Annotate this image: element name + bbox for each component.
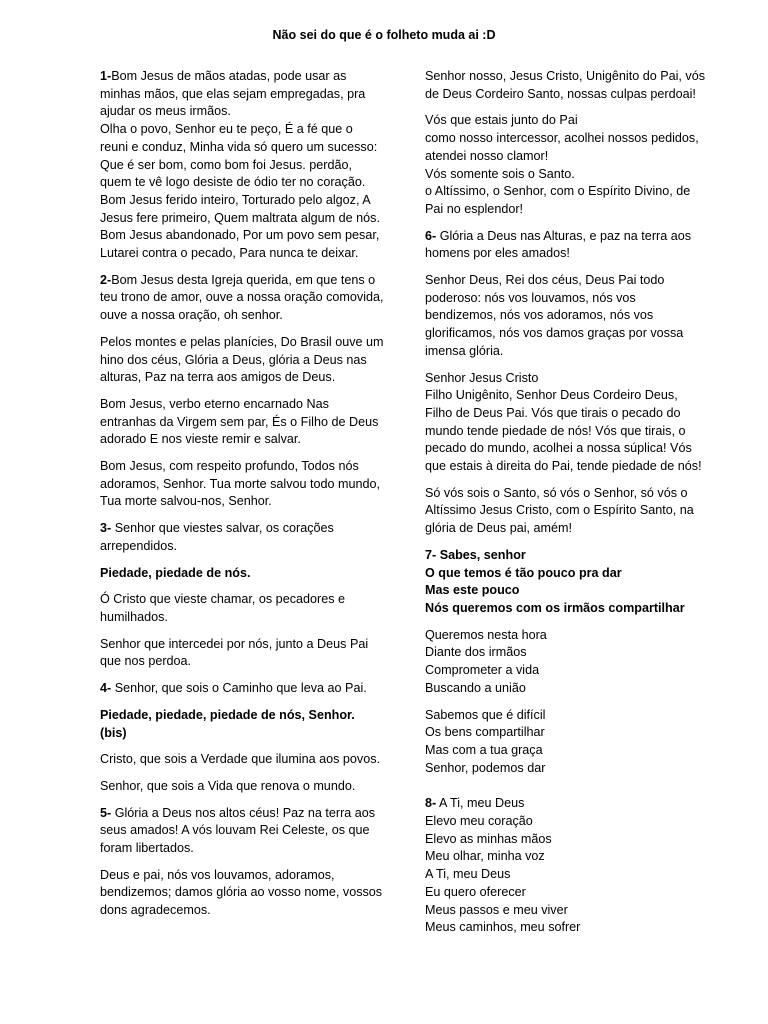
line-text: Senhor nosso, Jesus Cristo, Unigênito do Pai, vós de Deus Cordeiro Santo, nossas culpas perdoai! bbox=[425, 69, 706, 101]
paragraph bbox=[100, 680, 384, 698]
paragraph bbox=[100, 334, 384, 387]
text-line bbox=[100, 680, 384, 698]
text-line bbox=[100, 396, 384, 449]
line-text: A Ti, meu Deus bbox=[436, 796, 525, 811]
paragraph bbox=[100, 867, 384, 920]
line-text: Mas este pouco bbox=[425, 583, 520, 598]
text-line bbox=[425, 228, 707, 263]
text-line bbox=[425, 166, 707, 184]
verse-number: 5- bbox=[100, 805, 112, 820]
text-line bbox=[425, 600, 707, 618]
left-column bbox=[100, 68, 384, 929]
text-line bbox=[100, 121, 384, 192]
paragraph bbox=[100, 565, 384, 583]
text-line bbox=[100, 778, 384, 796]
text-line bbox=[425, 272, 707, 361]
text-line bbox=[100, 707, 384, 742]
line-text: Bom Jesus desta Igreja querida, em que tens o teu trono de amor, ouve a nossa oração comovida, ouve a nossa oração, oh senhor. bbox=[100, 272, 384, 323]
verse-number: 3- bbox=[100, 521, 112, 536]
text-line bbox=[100, 751, 384, 769]
text-line bbox=[425, 644, 707, 662]
paragraph bbox=[100, 707, 384, 742]
line-text: Senhor Deus, Rei dos céus, Deus Pai todo poderoso: nós vos louvamos, nós vos bendizemos, nós vos adoramos, nós vos glorificamos, nós vos damos graças por vossa imensa glória. bbox=[425, 273, 684, 358]
line-text: Elevo as minhas mãos bbox=[425, 831, 552, 846]
text-line bbox=[425, 627, 707, 645]
paragraph bbox=[100, 751, 384, 769]
text-line bbox=[100, 68, 384, 121]
text-line bbox=[100, 192, 384, 227]
text-line bbox=[425, 662, 707, 680]
verse-number: 6- bbox=[425, 228, 437, 243]
text-line bbox=[425, 130, 707, 165]
paragraph bbox=[425, 795, 707, 937]
line-text: Queremos nesta hora bbox=[425, 627, 547, 642]
paragraph bbox=[100, 591, 384, 626]
line-text: Filho Unigênito, Senhor Deus Cordeiro Deus, Filho de Deus Pai. Vós que tirais o pecado do mundo tende piedade de nós! Vós que tirais, o pecado do mundo, acolhei a nossa súplica! Vós que estais à direita do Pai, tende piedade de nós! bbox=[425, 388, 702, 474]
paragraph bbox=[425, 68, 707, 103]
line-text: Comprometer a vida bbox=[425, 663, 540, 678]
line-text: Senhor, podemos dar bbox=[425, 760, 546, 775]
line-text: Nós queremos com os irmãos compartilhar bbox=[425, 600, 685, 615]
paragraph bbox=[100, 458, 384, 511]
text-line bbox=[425, 902, 707, 920]
paragraph bbox=[425, 370, 707, 476]
paragraph bbox=[425, 228, 707, 263]
line-text: Senhor que intercedei por nós, junto a Deus Pai que nos perdoa. bbox=[100, 636, 369, 669]
line-text: Cristo, que sois a Verdade que ilumina aos povos. bbox=[100, 752, 381, 767]
text-line bbox=[425, 183, 707, 218]
verse-number: 8- bbox=[425, 796, 437, 811]
line-text: Sabemos que é difícil bbox=[425, 707, 546, 722]
text-line bbox=[425, 742, 707, 760]
line-text: Bom Jesus ferido inteiro, Torturado pelo algoz, A Jesus fere primeiro, Quem maltrata algum de nós. bbox=[100, 192, 380, 225]
verse-number: 4- bbox=[100, 681, 112, 696]
line-text: O que temos é tão pouco pra dar bbox=[425, 565, 622, 580]
line-text: Meu olhar, minha voz bbox=[425, 849, 545, 864]
verse-number: 1- bbox=[100, 69, 112, 83]
line-text: Mas com a tua graça bbox=[425, 742, 543, 757]
line-text: Vós somente sois o Santo. bbox=[425, 166, 575, 181]
line-text: Deus e pai, nós vos louvamos, adoramos, bendizemos; damos glória ao vosso nome, vossos dons agradecemos. bbox=[100, 867, 383, 918]
text-line bbox=[100, 458, 384, 511]
paragraph bbox=[425, 707, 707, 778]
line-text: Os bens compartilhar bbox=[425, 725, 545, 740]
line-text: Senhor, que sois a Vida que renova o mundo. bbox=[100, 778, 356, 793]
text-line bbox=[425, 707, 707, 725]
line-text: Glória a Deus nas Alturas, e paz na terra aos homens por eles amados! bbox=[425, 228, 692, 261]
text-line bbox=[425, 813, 707, 831]
text-line bbox=[425, 565, 707, 583]
line-text: Buscando a união bbox=[425, 680, 526, 695]
text-line bbox=[425, 760, 707, 778]
line-text: Só vós sois o Santo, só vós o Senhor, só vós o Altíssimo Jesus Cristo, com o Espírito Santo, na glória de Deus pai, amém! bbox=[425, 485, 694, 536]
line-text: Vós que estais junto do Pai bbox=[425, 113, 578, 128]
line-text: Elevo meu coração bbox=[425, 814, 533, 829]
text-line bbox=[425, 582, 707, 600]
paragraph bbox=[425, 272, 707, 361]
text-line bbox=[100, 565, 384, 583]
line-text: A Ti, meu Deus bbox=[425, 867, 511, 882]
text-line bbox=[100, 520, 384, 555]
text-line bbox=[425, 387, 707, 476]
text-line bbox=[425, 485, 707, 538]
line-text: Senhor, que sois o Caminho que leva ao Pai. bbox=[111, 681, 367, 696]
text-line bbox=[425, 848, 707, 866]
text-line bbox=[100, 867, 384, 920]
right-column bbox=[425, 68, 707, 946]
line-text: Olha o povo, Senhor eu te peço, É a fé que o reuni e conduz, Minha vida só quero um sucesso: Que é ser bom, como bom foi Jesus. perdão, quem te vê logo desiste de ódio ter no coração. bbox=[100, 122, 378, 190]
line-text: Glória a Deus nos altos céus! Paz na terra aos seus amados! A vós louvam Rei Celeste, os que foram libertados. bbox=[100, 805, 376, 856]
text-line bbox=[425, 112, 707, 130]
text-line bbox=[425, 724, 707, 742]
paragraph bbox=[425, 485, 707, 538]
text-line bbox=[425, 884, 707, 902]
text-line bbox=[425, 919, 707, 937]
paragraph bbox=[100, 636, 384, 671]
paragraph bbox=[100, 520, 384, 555]
text-line bbox=[100, 334, 384, 387]
paragraph bbox=[100, 68, 384, 263]
line-text: Diante dos irmãos bbox=[425, 645, 527, 660]
line-text: Meus passos e meu viver bbox=[425, 902, 568, 917]
text-line bbox=[425, 68, 707, 103]
line-text: Pelos montes e pelas planícies, Do Brasil ouve um hino dos céus, Glória a Deus, glória a Deus nas alturas, Paz na terra aos amigos de Deus. bbox=[100, 334, 384, 385]
text-line bbox=[100, 636, 384, 671]
paragraph bbox=[100, 396, 384, 449]
paragraph bbox=[425, 547, 707, 618]
text-line bbox=[425, 831, 707, 849]
line-text: Eu quero oferecer bbox=[425, 884, 526, 899]
paragraph bbox=[100, 805, 384, 858]
line-text: Meus caminhos, meu sofrer bbox=[425, 920, 581, 935]
verse-number: 2- bbox=[100, 272, 112, 287]
paragraph bbox=[425, 627, 707, 698]
line-text: Bom Jesus de mãos atadas, pode usar as minhas mãos, que elas sejam empregadas, pra ajudar os meus irmãos. bbox=[100, 69, 366, 119]
line-text: 7- Sabes, senhor bbox=[425, 547, 526, 562]
paragraph bbox=[425, 112, 707, 218]
page-title: Não sei do que é o folheto muda ai :D bbox=[272, 28, 496, 42]
text-line bbox=[100, 227, 384, 262]
line-text: Ó Cristo que vieste chamar, os pecadores e humilhados. bbox=[100, 592, 345, 624]
line-text: Bom Jesus abandonado, Por um povo sem pesar, Lutarei contra o pecado, Para nunca te deixar. bbox=[100, 228, 380, 261]
line-text: Bom Jesus, verbo eterno encarnado Nas entranhas da Virgem sem par, És o Filho de Deus adorado E nos vieste remir e salvar. bbox=[100, 396, 379, 447]
line-text: Senhor que viestes salvar, os corações arrependidos. bbox=[100, 521, 334, 553]
line-text: o Altíssimo, o Senhor, com o Espírito Divino, de Pai no esplendor! bbox=[425, 184, 691, 216]
line-text: Bom Jesus, com respeito profundo, Todos nós adoramos, Senhor. Tua morte salvou todo mundo, Tua morte salvou-nos, Senhor. bbox=[100, 459, 381, 509]
line-text: Piedade, piedade, piedade de nós, Senhor. (bis) bbox=[100, 707, 355, 740]
text-line bbox=[425, 680, 707, 698]
text-line bbox=[425, 547, 707, 565]
text-line bbox=[425, 866, 707, 884]
text-line bbox=[425, 795, 707, 813]
text-line bbox=[100, 591, 384, 626]
text-line bbox=[425, 370, 707, 388]
paragraph bbox=[100, 778, 384, 796]
line-text: como nosso intercessor, acolhei nossos pedidos, atendei nosso clamor! bbox=[425, 131, 699, 163]
line-text: Senhor Jesus Cristo bbox=[425, 370, 539, 385]
text-line bbox=[100, 272, 384, 325]
paragraph bbox=[100, 272, 384, 325]
line-text: Piedade, piedade de nós. bbox=[100, 565, 251, 580]
text-line bbox=[100, 805, 384, 858]
